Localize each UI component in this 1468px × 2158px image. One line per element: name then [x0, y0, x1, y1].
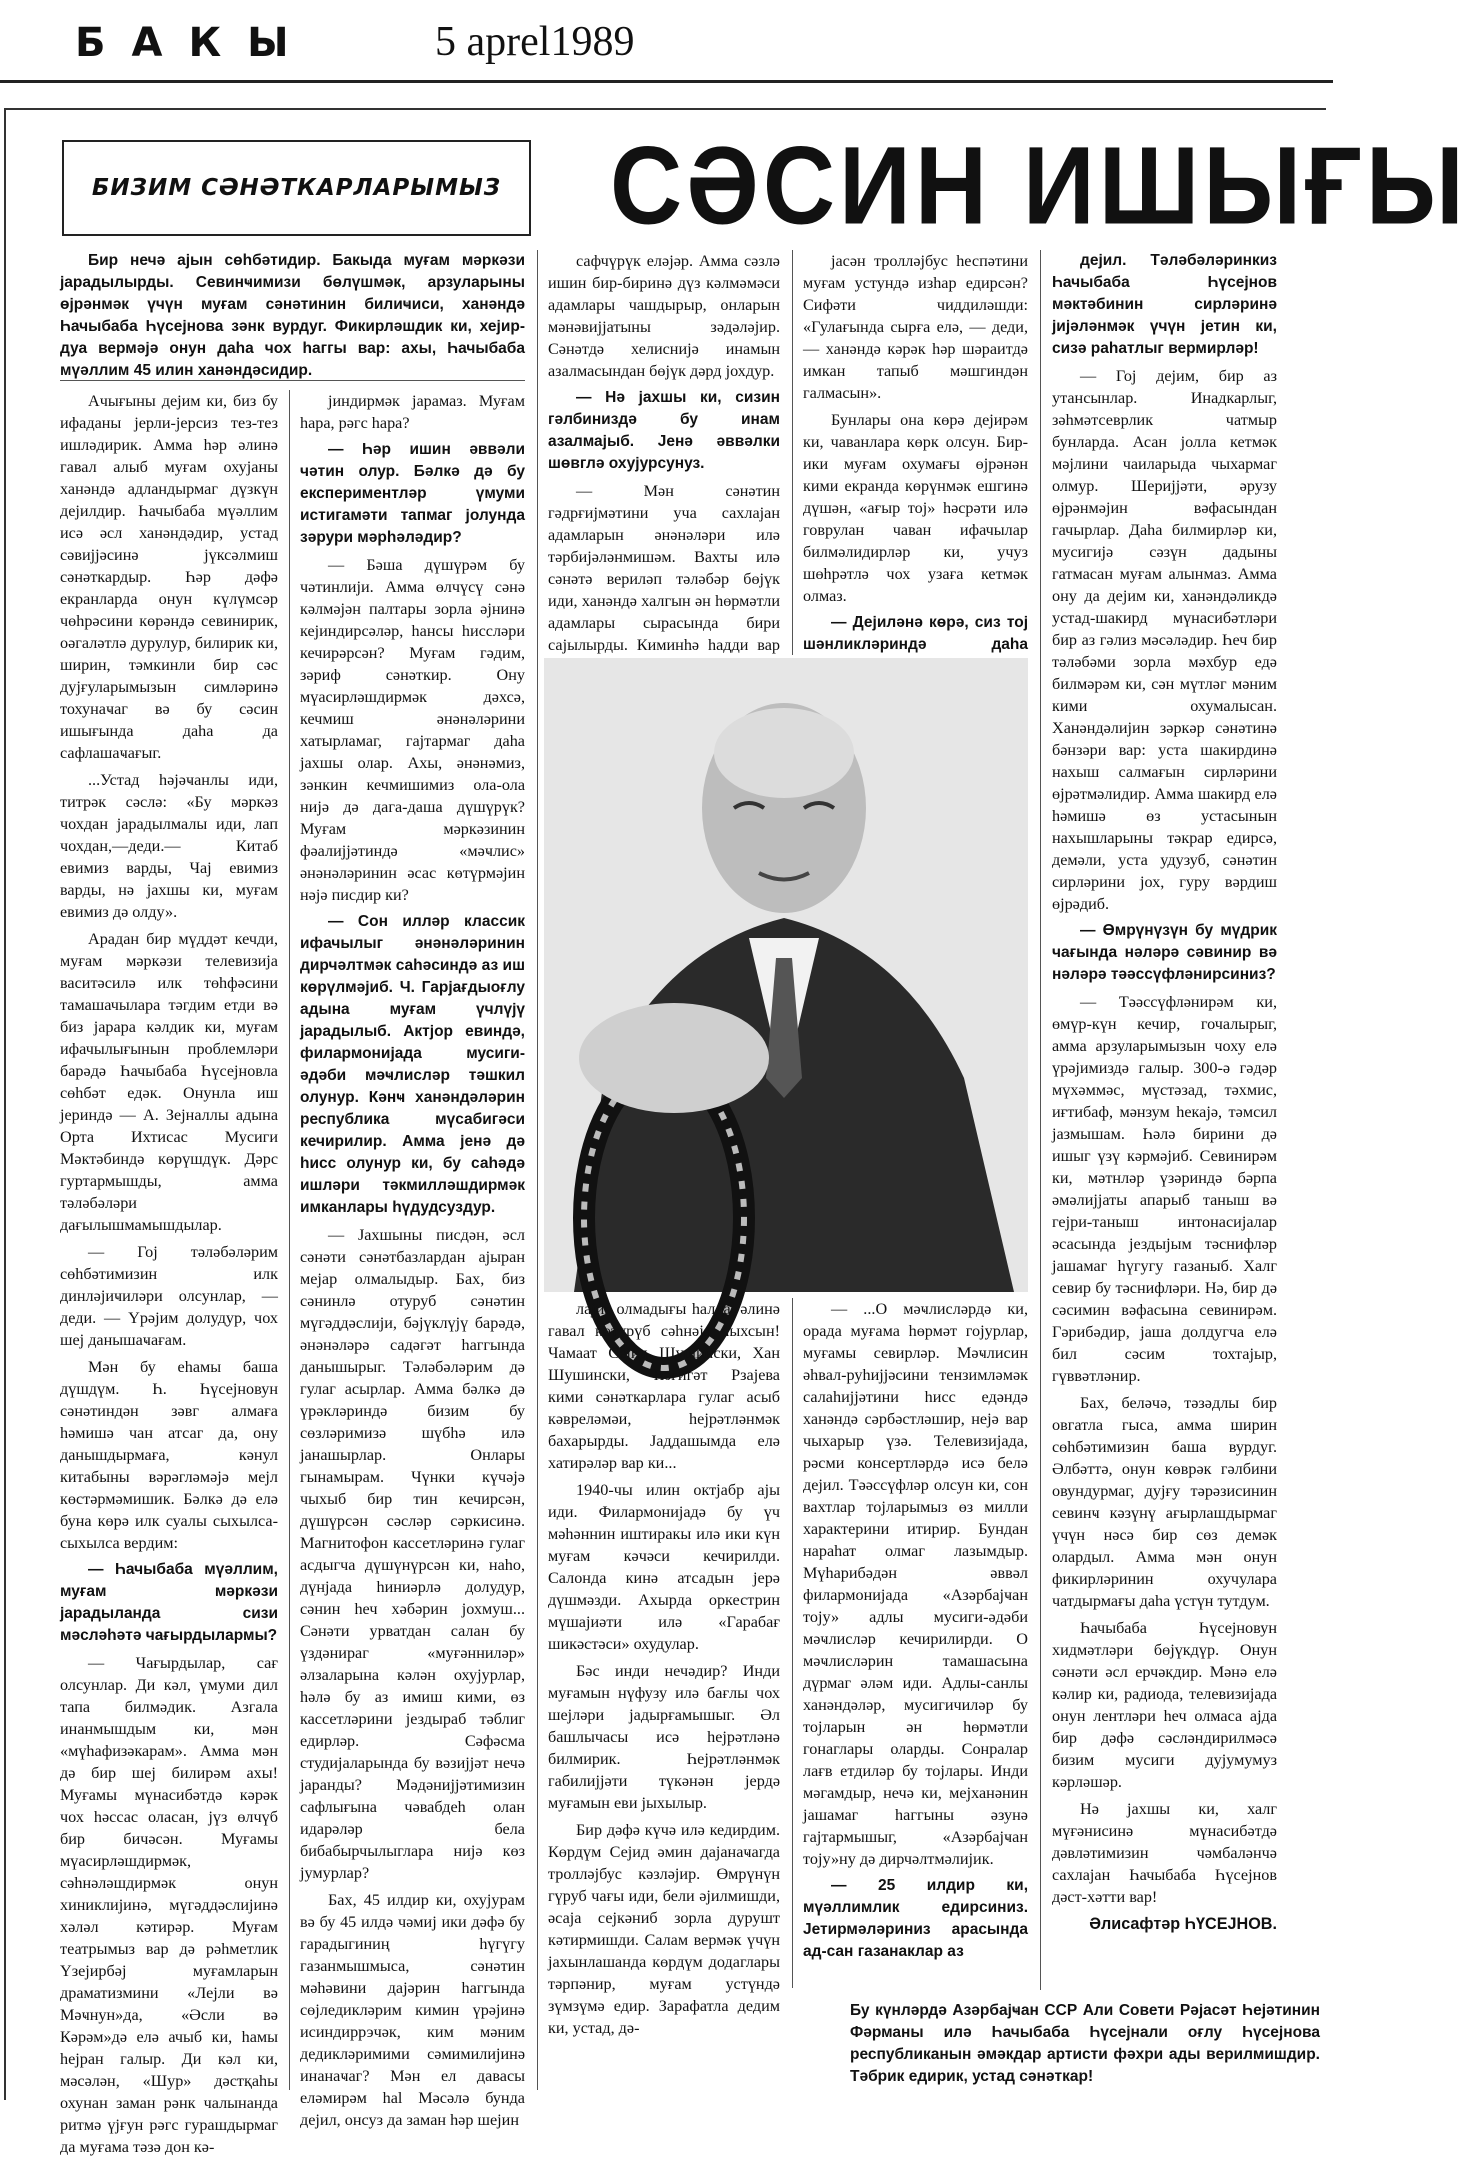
col3_top-paragraph: — Мән сәнәтин гәдрғијмәтини уча сахлајан адамларын әнәнәләри илә тәрбијәләнмишәм. Вахты илә сәнәтә вериләп тәләбәр бөјүк иди, ханәндә халгын ән һөрмәтли адамлары сырасында бири сајылырды. Киминһә һадди вар [548, 482, 780, 654]
column-3-bottom [548, 1298, 780, 2093]
rubric-box: БИЗИМ СӘНӘТКАРЛАРЫМЫЗ [62, 140, 531, 236]
column-2 [300, 390, 525, 2129]
issue-date: 5 aprel1989 [435, 19, 635, 65]
col4_top-paragraph: јасән тролләјбус һеспәтини муғам устундә изһар едирсән? Сифәти чиддиләшди: «Гулағында сырға елә, — деди,— ханәндә кәрәк һәр шәраитдә имкан тапыб мәшгиндән галмасын». [803, 252, 1028, 402]
col3_bottom-paragraph: Бәс инди нечәдир? Инди муғамын нүфузу илә бағлы чох шејләри јадырғамышыг. Әл башлычасы исә һејрәтләнә билмирик. Һејрәтләнмәк габилијјәти түкәнән јердә муғамын еви јыхылыр. [548, 1662, 780, 1812]
col1-paragraph: — Һачыбаба мүәллим, муғам мәркәзи јарадыланда сизи мәсләһәтә чағырдылармы? [60, 1561, 278, 1644]
column-rule-5 [1040, 250, 1041, 1990]
col2-paragraph: — Јахшыны писдән, әсл сәнәти сәнәтбазлардан ајыран мејар олмалыдыр. Бах, биз сәнинлә отуруб сәнәтин мүгәддәслији, бәјүклүјү барәдә, әнәнәләрә садәгәт һаггында данышырыг. Тәләбәләрим дә гулаг асырлар. Амма бәлкә дә үрәкләриндә бизим бу сөзләримизә шүбһә илә јанашырлар. Онлары гынамырам. Чүнки күчәјә чыхыб бир тин кечирсән, дүшүрсән сәсләр сәркисинә. Магнитофон кассетләринә гулаг асдыгча дүшүнүрсән ки, наһо, дүнјада һиниәрлә долудур, сәнин һеч хәбәрин јохмуш... Сәнәти урватдан салан бу үздәнираг «муғәнниләр» әлзаларына кәлән охујурлар, һәлә бу аз имиш кими, өз кассетләрини јездыраб тәблиг едирләр. Сәфәсма студијаларында бу вәзијјәт нечә јаранды? Мәдәнијјәтимизин сафлығына чәвабдеһ олан идарәләр бела бибабырчылыглара нијә көз јумурлар? [300, 1226, 525, 1882]
col3_bottom-paragraph: лајиг олмадығы һалда, әлинә гавал көтүрүб сәһнәјә чыхсын! Чамаат Сејид Шушински, Хан Шушински, Һәгигәт Рзајева кими сәнәткарлара гулаг асыб кәвреләмәи, һејрәтләнмәк бахарырды. Јаддашымда елә хатирәләр вар ки... [548, 1300, 780, 1472]
col5-paragraph: Һачыбаба Һүсејновун хидмәтләри бөјүкдүр. Онун сәнәти әсл ерчәкдир. Мәнә елә кәлир ки, радиода, телевизијада онун лентләри һеч олмаса ајда бир дәфә сәсләндирилмәсә бизим мусиги дујумумуз кәрләшәр. [1052, 1619, 1277, 1791]
col1-paragraph: ...Устад һәјәҹанлы иди, титрәк сәслә: «Бу мәркәз чохдан јарадылмалы иди, лап чохдан,—деди.— Китаб евимиз варды, Чај евимиз варды, нә јахшы ки, муғам евимиз дә олду». [60, 771, 278, 921]
col2-paragraph: — Һәр ишин әввәли чәтин олур. Бәлкә дә бу експериментләр үмуми истигамәти тапмаг јолунда зәрури мәрһәләдир? [300, 441, 525, 546]
column-rule-2 [537, 250, 538, 2090]
col1-paragraph: Мән бу еһамы баша дүшдүм. Һ. Һүсејновун сәнәтиндән зәвг алмаға һәмишә чан атсаг да, ону данышдырмаға, кәнул китабыны вәрәгләмәјә мејл көстәрмәмишик. Бәлкә дә елә буна көрә илк суалы сыхылса-сыхылса вердим: [60, 1358, 278, 1552]
col1-paragraph: — Гој тәләбәләрим сөһбәтимизин илк динләјиҹиләри олсунлар, — деди. — Үрәјим долудур, чох шеј данышаҹағам. [60, 1243, 278, 1349]
col5-paragraph: Бах, беләчә, тәзәдлы бир овгатла гыса, амма ширин сөһбәтимизин баша вурдуг. Әлбәттә, онун көврәк гәлбини овундурмаг, дујғу тәрәзисинин севинҹ кәзүнү ағырлашдырмаг үчүн нәсә бир сөз демәк олардыл. Амма мән онун фикирләринин охучулара чатдырмағы даһа үстүн тутдум. [1052, 1394, 1277, 1610]
col4_bottom-paragraph: — 25 илдир ки, мүәллимлик едирсиниз. Јетирмәләриниз арасында ад-сан газанаклар аз [803, 1877, 1028, 1960]
col3_bottom-paragraph: 1940-чы илин октјабр ајы иди. Филармонијадә бу үч мәһәннин иштиракы илә ики күн муғам кәчәси кечирилди. Салонда кинә атсадын јерә дүшмәзди. Ахырда оркестрин мүшајиәти илә «Гарабағ шикәстәси» охудулар. [548, 1481, 780, 1653]
col3_top-paragraph: сафчүрүк еләјәр. Амма сәзлә ишин бир-биринә дүз кәлмәмәси адамлары чашдырыр, онларын мәнәвијјатыны зәдәләјир. Сәнәтдә хелиснијә инамын азалмасындан бөјүк дәрд јохдур. [548, 252, 780, 380]
column-3-top [548, 250, 780, 655]
column-rule-3 [792, 250, 793, 655]
col4_bottom-paragraph: — ...О мәҹлисләрдә ки, орада муғама һөрмәт гојурлар, муғамы севирләр. Мәҹлисин әһвал-руһијјәсини тензимләмәк салаһијјәтини һисс едәндә ханәндә сәрбәстләшир, нејә вар чыхарыр үзә. Телевизијада, рәсми консертләрдә исә белә дејил. Тәәссүфләр олсун ки, сон вахтлар тојларымыз өз милли характерини итирир. Бундан нараһат олмаг лазымдыр. Мүһарибәдән әввәл филармонијада «Азәрбајҹан тоју» адлы мусиги-әдәби мәҹлисләр кечирилирди. О мәҹлисләрин тамашасына дүрмаг әләм иди. Адлы-санлы ханәндәләр, мусигичиләр бу тојларын ән һөрмәтли гонаглары оларды. Сонралар лағв етдиләр бу тојлары. Инди мәгамдыр, нечә ки, мејханәнин јашамаг һаггыны әзунә гајтармышыг, «Азәрбајҹан тоју»ну дә дирчәлтмәлијик. [803, 1300, 1028, 1868]
author-signature: Әлисафтәр ҺҮСЕЈНОВ. [1089, 1915, 1277, 1933]
col2-paragraph: — Бәша дүшүрәм бу чәтинлији. Амма өлчүсү сәнә кәлмәјән палтары зорла әјнинә кејиндирсәләр, һансы һиссләри кечирәрсән? Муғам гәдим, зәриф сәнәткир. Ону мүасирләшдирмәк дәхсә, кечмиш әнәнәләрини хатырламаг, гајтармаг даһа јахшы олар. Ахы, әнәнәмиз, зәнкин кечмишимиз ола-ола нијә дә дага-даша дүшүрүк? Муғам мәркәзинин фәалијјәтиндә «мәҹлис» әнәнәләринин әсас көтүрмәјин нәјә писдир ки? [300, 556, 525, 904]
col5-paragraph: Нә јахшы ки, халг мүғәнисинә мүнасибәтдә дәвләтимизин чәмбаләнчә сахлајан Һачыбаба Һүсејнов дәст-хәтти вар! [1052, 1800, 1277, 1906]
decree-note: Бу күнләрдә Азәрбајҹан ССР Али Совети Рәјасәт Һејәтинин Фәрманы илә Һачыбаба Һүсејнали оғлу Һүсејнова республиканын әмәкдар артисти фәхри ады верилмишдир. Тәбрик едирик, устад сәнәткар! [850, 2002, 1320, 2085]
col4_top-paragraph: Бунлары она көрә дејирәм ки, чаванлара көрк олсун. Бир-ики муғам охумағы өјрәнән кими екранда көрүнмәк ешгинә дүшән, «ағыр тој» һәсрәти илә говрулан чаван ифачылар билмәлидирләр ки, учуз шөһрәтлә чох узаға кетмәк олмаз. [803, 411, 1028, 605]
col5-paragraph: — Өмрүнүзүн бу мүдрик чағында нәләрә сәвинир вә нәләрә тәәссүфләнирсиниз? [1052, 922, 1277, 983]
col3_top-paragraph: — Нә јахшы ки, сизин гәлбиниздә бу инам азалмајыб. Јенә әввәлки шөвглә охујурсунуз. [548, 389, 780, 472]
col1-paragraph: Арадан бир мүддәт кечди, муғам мәркәзи телевизија васитәсилә илк төһфәсини тамашачылара тәгдим етди вә биз јарара кәлдик ки, муғам ифачылығынын проблемләри барәдә Һачыбаба Һүсејновла сөһбәт едәк. Онунла иш јериндә — А. Зејналлы адына Орта Ихтисас Мусиги Мәктәбиндә көрүшдүк. Дәрс гуртармышды, амма тәләбәләри дағылышмамышдылар. [60, 930, 278, 1234]
col1-paragraph: — Чағырдылар, сағ олсунлар. Ди кәл, үмуми дил тапа билмәдик. Азгала инанмышдым ки, мән «мүһафизәкарам». Амма мән дә бир шеј билирәм ахы! Муғамы мүнасибәтдә кәрәк чох һәссас оласан, јүз өлчүб бир бичәсән. Муғамы мүасирләшдирмәк, сәһнәләшдирмәк онун хиниклијинә, мүгәддәслијинә хәләл кәтирәр. Муғам театрымыз вар дә рәһметлик Үзејирбәј муғамларын драматизмини «Лејли вә Мәҹнун»да, «Әсли вә Кәрәм»дә елә ачыб ки, һамы һејран галыр. Ди кәл ки, мәсәлән, «Шур» дәстқаһы охунан заман рәнк чалынанда ритмә үјғун рәгс гурашдырмаг да муғама тәзә дон кә- [60, 1654, 278, 2156]
col1-paragraph: Ачығыны дејим ки, биз бу ифаданы јерли-јерсиз тез-тез ишләдирик. Амма һәр әлинә гавал алыб муғам охујаны ханәндә адландырмаг дүзкүн дејилдир. Һачыбаба мүәллим исә әсл ханәндәдир, устад сәвијјәсинә јүксәлмиш сәнәткардыр. Һәр дәфә екранларда онун күлүмсәр чөһрәсини көрәндә севинирик, оәгаләтлә дурулур, билирик ки, ширин, тәмкинли бир сәс дујғуларымызын симләринә тохунаҹаг вә бу сәсин ишығында даһа да сафлашаҹағыг. [60, 392, 278, 762]
portrait-illustration [544, 658, 1028, 1292]
article-lead [60, 250, 525, 379]
column-1 [60, 390, 278, 2156]
column-5 [1052, 250, 1277, 1990]
column-rule-1 [289, 390, 290, 2090]
col5-paragraph: — Тәәссүфләнирәм ки, өмүр-күн кечир, гочалырыг, амма арзуларымызын чоху елә үрәјимиздә галыр. 300-ә гәдәр мүхәммәс, мүстәзад, тәхмис, иғтибаф, мәнзум һекајә, тәмсил јазмышам. Һәлә бирини дә ишыг үзү кәрмәјиб. Севинирәм ки, мәтнләр үзәриндә бәрпа әмәлијјаты апарыб таныш вә гејри-таныш интонасијалар әсасында јездыјым тәснифләр јашамаг һүгугу газаныб. Халг севир бу тәснифләри. Нә, бир дә сәсимин вәфасына севинирәм. Гәрибәдир, јаша долдугча елә бил сәсим тохтајыр, гүввәтләнир. [1052, 993, 1277, 1385]
portrait-photo [544, 658, 1028, 1292]
col5-paragraph: дејил. Тәләбәләринкиз Һачыбаба Һүсејнов мәктәбинин сирләринә јијәләнмәк үчүн јетин ки, сизә раһатлыг вермирләр! [1052, 252, 1277, 357]
col2-paragraph: Бах, 45 илдир ки, охујурам вә бу 45 илдә чәмиј ики дәфә бу гарадыгиниң һүгүгу газанмышмыса, сәнәтин мәһәвини дајәрин һаггында сөјледикләрим кимин үрәјинә исиндиррэчәк, ким мәним дедикләримими сәмимилијинә инанаҹаг? Мән ел давасы еләмирәм hal Мәсәлә бунда дејил, онсуз да заман һәр шејин [300, 1891, 525, 2129]
lead-divider [60, 380, 525, 381]
col2-paragraph: — Сон илләр классик ифачылыг әнәнәләринин дирчәлтмәк саһәсиндә аз иш көрүлмәјиб. Ч. Гарјағдыоғлу адына муғам үчлүјү јарадылыб. Актјор евиндә, филармонијада мусиги-әдәби мәҹлисләр тәшкил олунур. Кәнҹ ханәндәләрин республика мүсабигәси кечирилир. Амма јенә дә һисс олунур ки, бу саһәдә ишләри тәкмилләшдирмәк имканлары һүдудсуздур. [300, 913, 525, 1216]
col3_bottom-paragraph: Бир дәфә күчә илә кедирдим. Көрдүм Сејид әмин дајанаҹагда тролләјбус кәзләјир. Өмрүнүн гүруб чағы иди, бели әјилмишди, әсаја сејкәниб зорла дурушт кәтирмишди. Салам вермәк үчүн јахынлашанда көрдүм додаглары тәрпәнир, муғам устүндә зүмзүмә едир. Зарафатла дедим ки, устад, дә- [548, 1821, 780, 2037]
masthead-rule [0, 80, 1333, 83]
newspaper-name: БАКЫ [75, 20, 315, 66]
col2-paragraph: јиндирмәк јарамаз. Муғам һара, рәгс һара? [300, 392, 525, 432]
lead-paragraph: Бир нечә ајын сөһбәтидир. Бакыда муғам мәркәзи јарадылырды. Севинҹимизи бөлүшмәк, арзуларыны өјрәнмәк үчүн муғам сәнәтинин билиҹиси, ханәндә Һачыбаба Һүсејнова зәнк вурдуг. Фикирләшдик ки, хејир-дуа вермәјә онун даһа чох һаггы вар: ахы, Һачыбаба мүәллим 45 илин ханәндәсидир. [60, 252, 525, 379]
column-4-top [803, 250, 1028, 655]
col5-paragraph: — Гој дејим, бир аз утансынлар. Инадкарлыг, зәһмәтсеврлик чатмыр бунларда. Асан јолла кетмәк мәјлини чаиларыда чыхармаг олмур. Шеријјәти, әрузу өјрәнмәјин вәфасындан гачырлар. Даһа билмирләр ки, мусигијә сәзүн дадыны гатмасан муғам алынмаз. Амма ону да дејим ки, ханәндәликдә устад-шакирд мүнасибәтләри бир аз гәлиз мәсәләдир. Һеч бир тәләбәми зорла мәхбур едә билмәрәм ки, сән мүтләг мәним кими охумалысан. Ханәндәлијин зәркәр сәнәтинә бәнзәри вар: уста шакирдинә нахыш салмағын сирләрини өјрәтмәлидир. Амма шакирд елә һәмишә өз устасынын нахышларыны тәкрар едирсә, демәли, уста удузуб, сәнәтин сирләрини јох, гуру вәрдиш өјрәдиб. [1052, 367, 1277, 913]
article-headline: СӘСИН ИШЫҒЫ [610, 124, 1468, 248]
col4_top-paragraph: — Дејиләнә көрә, сиз тој шәнликләриндә даһа [803, 614, 1028, 653]
column-rule-4 [792, 1298, 793, 1988]
column-4-bottom [803, 1298, 1028, 1988]
